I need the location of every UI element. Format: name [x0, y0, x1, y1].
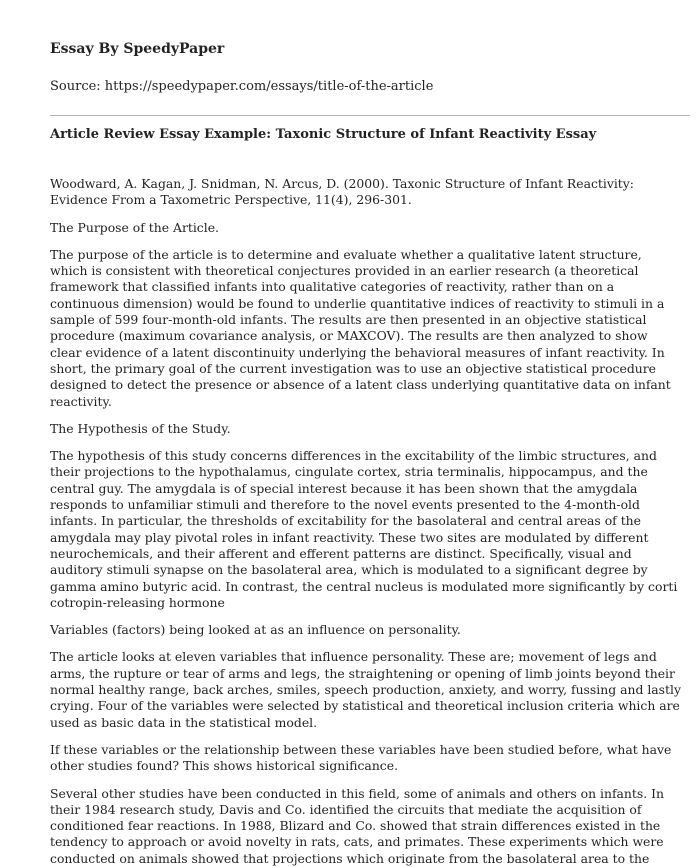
citation-paragraph: Woodward, A. Kagan, J. Snidman, N. Arcus, D. (2000). Taxonic Structure of Infant Reactivity: Evidence From a Taxometric Perspective, 11(4), 296-301.: [50, 176, 634, 208]
variables-paragraph: The article looks at eleven variables that influence personality. These are; movement of legs and arms, the rupture or tear of arms and legs, the straightening or opening of limb joints beyond their normal healthy range, back arches, smiles, speech production, anxiety, and worry, fussing and lastly crying. Four of the variables were selected by statistical and theoretical inclusion criteria which are used as basic data in the statistical model.: [50, 649, 681, 730]
hypothesis-paragraph: The hypothesis of this study concerns differences in the excitability of the limbic structures, and their projections to the hypothalamus, cingulate cortex, stria terminalis, hippocampus, and the central guy. The amygdala is of special interest because it has been shown that the amygdala responds to unfamiliar stimuli and therefore to the novel events presented to the 4-month-old infants. In particular, the thresholds of excitability for the basolateral and central areas of the amygdala may play pivotal roles in infant reactivity. These two sites are modulated by different neurochemicals, and their afferent and efferent patterns are distinct. Specifically, visual and auditory stimuli synapse on the basolateral area, which is modulated to a significant degree by gamma amino butyric acid. In contrast, the central nucleus is modulated more significantly by corti cotropin-releasing hormone: [50, 448, 678, 610]
source-line: Source: https://speedypaper.com/essays/title-of-the-article: [50, 79, 434, 94]
section-heading-hypothesis: The Hypothesis of the Study.: [50, 420, 231, 436]
section-heading-purpose: The Purpose of the Article.: [50, 219, 219, 235]
article-body: [50, 176, 682, 867]
section-heading-history: If these variables or the relationship between these variables have been studied before, what have other studies found? This shows historical significance.: [50, 741, 672, 774]
article-title: Article Review Essay Example: Taxonic Structure of Infant Reactivity Essay: [50, 127, 597, 142]
section-heading-variables: Variables (factors) being looked at as an influence on personality.: [50, 622, 461, 638]
divider: [50, 115, 690, 116]
history-paragraph: Several other studies have been conducted in this field, some of animals and others on infants. In their 1984 research study, Davis and Co. identified the circuits that mediate the acquisition of conditioned fear reactions. In 1988, Blizard and Co. showed that strain differences existed in the tendency to approach or avoid novelty in rats, cats, and primates. These experiments which were conducted on animals showed that projections which originate from the basolateral area to the: [50, 785, 664, 866]
site-title: Essay By SpeedyPaper: [50, 41, 225, 57]
purpose-paragraph: The purpose of the article is to determine and evaluate whether a qualitative latent structure, which is consistent with theoretical conjectures provided in an earlier research (a theoretical framework that classified infants into qualitative categories of reactivity, rather than on a continuous dimension) would be found to underlie quantitative indices of reactivity to stimuli in a sample of 599 four-month-old infants. The results are then presented in an objective statistical procedure (maximum covariance analysis, or MAXCOV). The results are then analyzed to show clear evidence of a latent discontinuity underlying the behavioral measures of infant reactivity. In short, the primary goal of the current investigation was to use an objective statistical procedure designed to detect the presence or absence of a latent class underlying quantitative data on infant reactivity.: [50, 246, 671, 409]
